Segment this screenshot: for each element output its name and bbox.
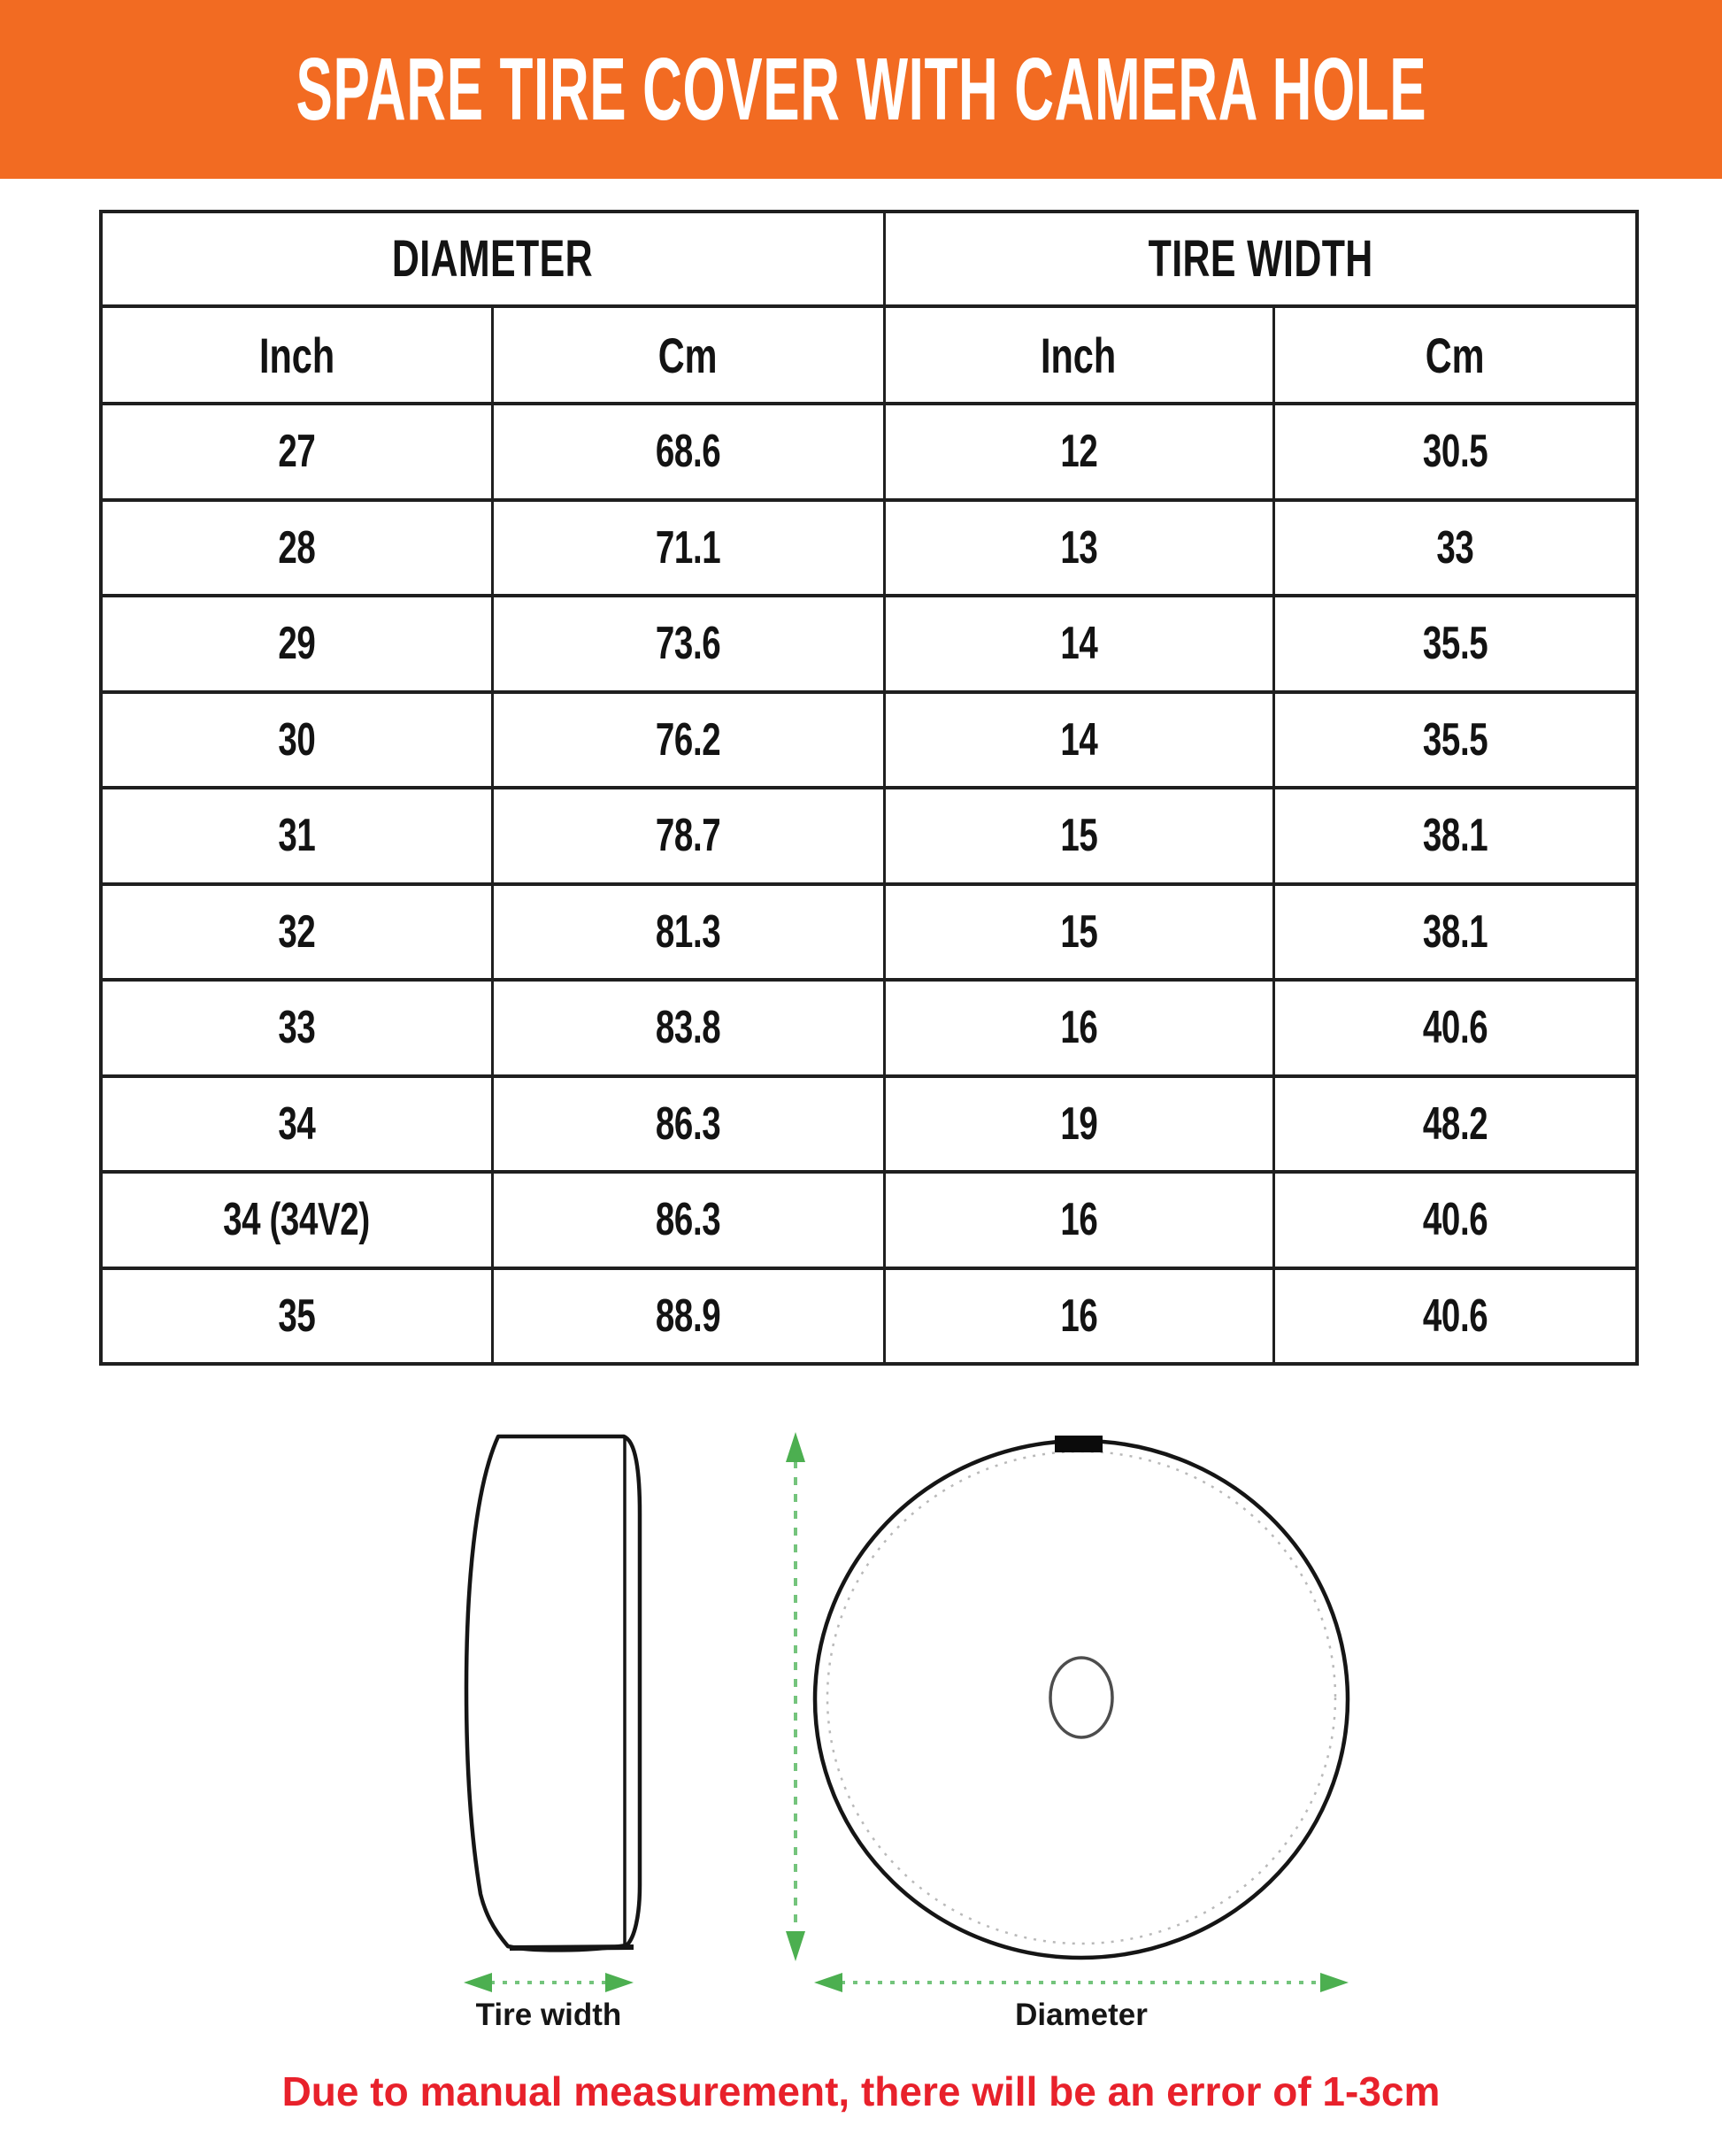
table-cell [101,884,492,981]
cell-value: 34 (34V2) [223,1194,371,1246]
cell-value: 30.5 [1422,426,1488,478]
cell-value: 38.1 [1422,905,1488,958]
subheader-label: Cm [658,327,718,383]
cell-value: 33 [1436,521,1474,574]
cell-value: 16 [1059,1194,1098,1246]
table-cell [1273,1172,1637,1268]
cell-value: 78.7 [655,810,721,862]
table-cell [884,596,1273,692]
cell-value: 19 [1059,1097,1098,1150]
cell-value: 14 [1059,618,1098,670]
cell-value: 15 [1059,810,1098,862]
cell-value: 15 [1059,905,1098,958]
table-cell [492,884,884,981]
cell-value: 88.9 [655,1290,721,1342]
table-cell [101,980,492,1076]
tire-side-view-bottom-edge [510,1947,634,1948]
table-cell [101,500,492,597]
table-row [101,1172,1637,1268]
table-cell [1273,980,1637,1076]
table-cell [492,1076,884,1173]
table-cell [884,980,1273,1076]
table-cell [492,692,884,789]
table-cell [1273,404,1637,500]
table-cell [492,788,884,884]
table-cell [1273,500,1637,597]
table-cell [884,788,1273,884]
cell-value: 40.6 [1422,1002,1488,1054]
table-cell [101,404,492,500]
cell-value: 30 [278,713,316,766]
tire-width-label: Tire width [475,1998,622,2032]
table-cell [101,788,492,884]
size-chart-table [99,210,1639,1366]
cell-value: 28 [278,521,316,574]
cell-value: 32 [278,905,316,958]
table-cell [1273,596,1637,692]
table-cell [1273,692,1637,789]
cell-value: 14 [1059,713,1098,766]
cell-value: 73.6 [655,618,721,670]
cell-value: 27 [278,426,316,478]
table-cell [492,1268,884,1365]
cell-value: 13 [1059,521,1098,574]
cell-value: 16 [1059,1002,1098,1054]
diameter-vertical-arrow-bottom [786,1931,805,1961]
table-cell [101,692,492,789]
diameter-vertical-arrow-top [786,1432,805,1462]
cell-value: 83.8 [655,1002,721,1054]
table-cell [1273,884,1637,981]
table-cell [884,1268,1273,1365]
cell-value: 35 [278,1290,316,1342]
cell-value: 16 [1059,1290,1098,1342]
table-cell [101,1268,492,1365]
table-cell [1273,1268,1637,1365]
cell-value: 68.6 [655,426,721,478]
cell-value: 12 [1059,426,1098,478]
cell-value: 31 [278,810,316,862]
table-cell [884,500,1273,597]
table-cell [884,404,1273,500]
cell-value: 29 [278,618,316,670]
cell-value: 35.5 [1422,618,1488,670]
subheader-label: Inch [1041,327,1117,383]
table-cell [884,1172,1273,1268]
table-row [101,980,1637,1076]
col-group-tire-width [884,212,1637,306]
table-cell [101,1172,492,1268]
cell-value: 35.5 [1422,713,1488,766]
diameter-arrow-right [1320,1973,1349,1992]
header-banner [0,0,1722,179]
cell-value: 38.1 [1422,810,1488,862]
subheader-diameter-inch [101,306,492,404]
table-cell [492,404,884,500]
diameter-arrow-left [814,1973,842,1992]
table-cell [492,596,884,692]
col-group-diameter [101,212,884,306]
table-cell [492,1172,884,1268]
cell-value: 76.2 [655,713,721,766]
col-group-diameter-label: DIAMETER [392,230,594,288]
table-row [101,596,1637,692]
cell-value: 86.3 [655,1097,721,1150]
diameter-label: Diameter [1015,1998,1148,2032]
table-subheader-row [101,306,1637,404]
table-row [101,788,1637,884]
table-cell [884,1076,1273,1173]
subheader-diameter-cm [492,306,884,404]
table-cell [101,1076,492,1173]
tire-width-arrow-left [464,1973,492,1992]
table-row [101,692,1637,789]
tire-side-view-outline [466,1436,640,1950]
table-row [101,1076,1637,1173]
table-cell [101,596,492,692]
cell-value: 34 [278,1097,316,1150]
table-cell [492,500,884,597]
subheader-label: Cm [1425,327,1485,383]
table-cell [884,692,1273,789]
subheader-width-inch [884,306,1273,404]
tire-width-arrow-right [605,1973,634,1992]
table-cell [884,884,1273,981]
table-group-header-row [101,212,1637,306]
table-row [101,884,1637,981]
col-group-tire-width-label: TIRE WIDTH [1148,230,1373,288]
table-cell [1273,1076,1637,1173]
measurement-error-note: Due to manual measurement, there will be an error of 1-3cm [281,2068,1441,2114]
cell-value: 40.6 [1422,1194,1488,1246]
cell-value: 33 [278,1002,316,1054]
page-title: SPARE TIRE COVER WITH CAMERA HOLE [296,40,1426,139]
subheader-label: Inch [258,327,334,383]
tire-diagram [0,1381,1722,2156]
table-cell [492,980,884,1076]
cell-value: 71.1 [655,521,721,574]
cell-value: 40.6 [1422,1290,1488,1342]
tire-front-view-handle [1055,1436,1103,1452]
table-cell [1273,788,1637,884]
camera-hole [1050,1658,1112,1737]
subheader-width-cm [1273,306,1637,404]
table-row [101,1268,1637,1365]
cell-value: 81.3 [655,905,721,958]
table-row [101,500,1637,597]
cell-value: 48.2 [1422,1097,1488,1150]
cell-value: 86.3 [655,1194,721,1246]
table-row [101,404,1637,500]
